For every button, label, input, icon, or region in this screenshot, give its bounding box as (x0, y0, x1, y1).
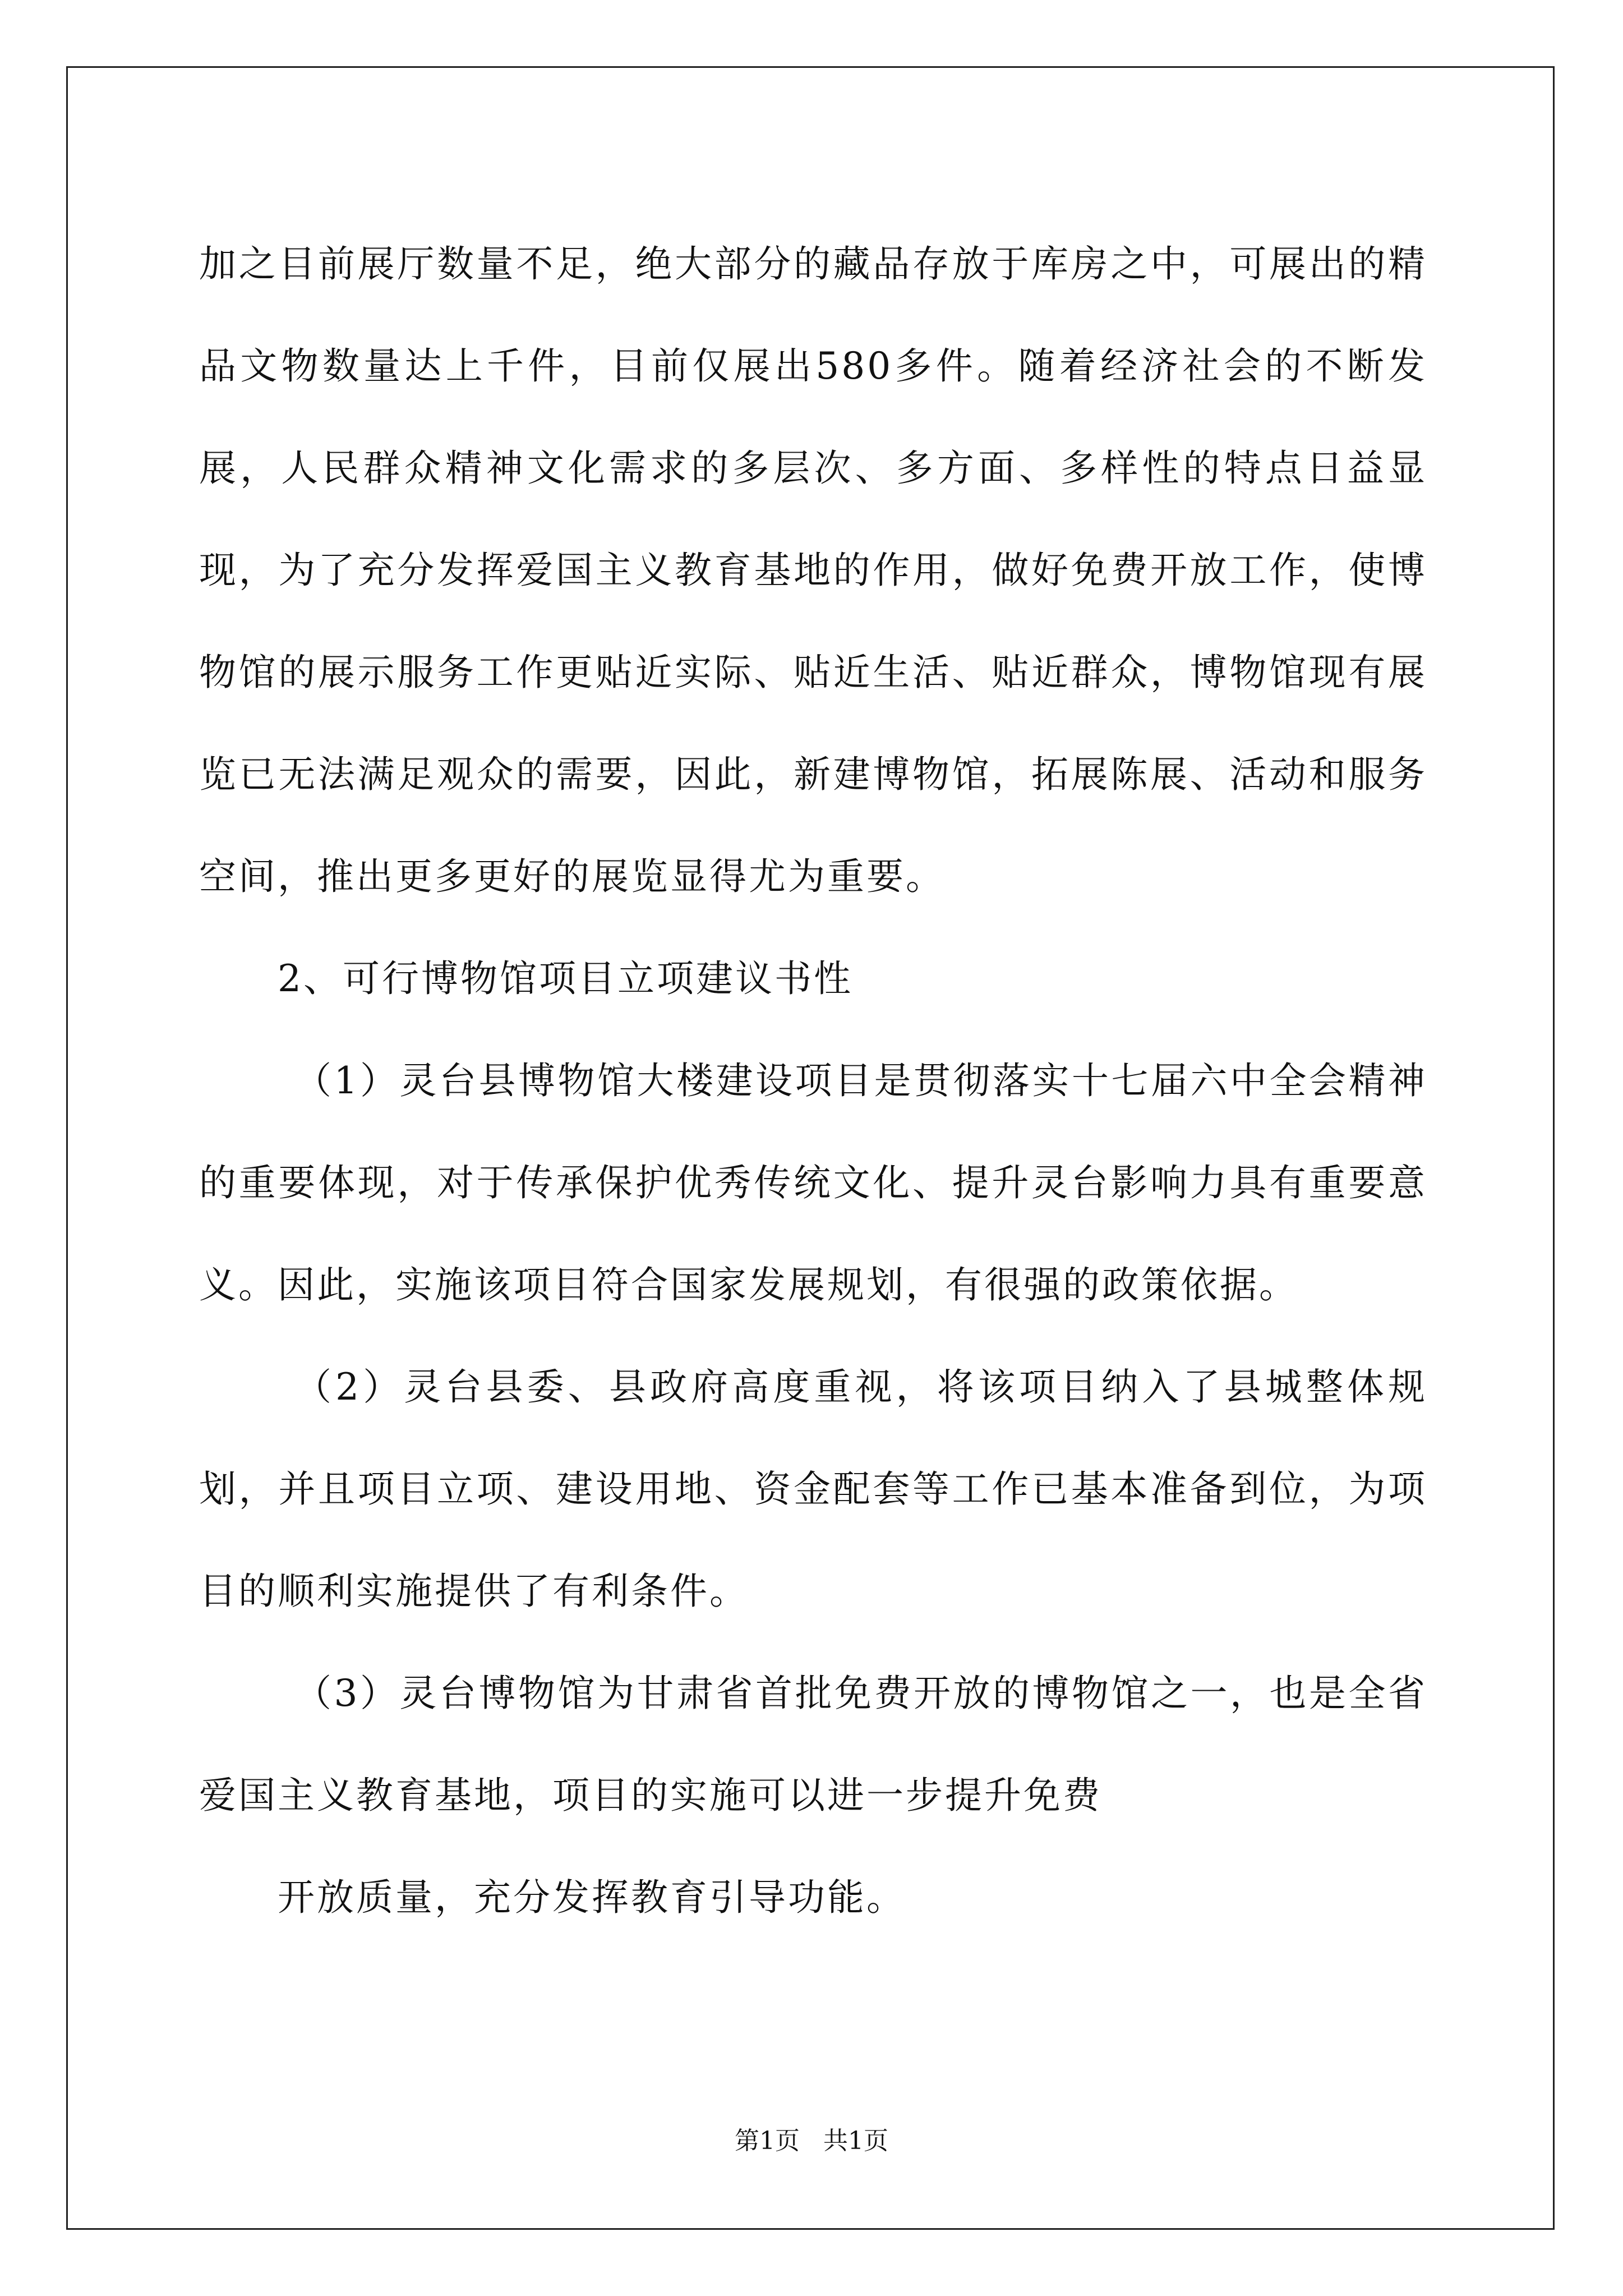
paragraph-exhibition-shortage: 加之目前展厅数量不足，绝大部分的藏品存放于库房之中，可展出的精品文物数量达上千件，目前仅展出580多件。随着经济社会的不断发展，人民群众精神文化需求的多层次、多方面、多样性的特点日益显现，为了充分发挥爱国主义教育基地的作用，做好免费开放工作，使博物馆的展示服务工作更贴近实际、贴近生活、贴近群众，博物馆现有展览已无法满足观众的需要，因此，新建博物馆，拓展陈展、活动和服务空间，推出更多更好的展览显得尤为重要。 (199, 242, 1427, 898)
page-number: 第1页 (735, 2127, 800, 2155)
paragraph-point-2: （2）灵台县委、县政府高度重视，将该项目纳入了县城整体规划，并且项目立项、建设用地、资金配套等工作已基本准备到位，为项目的顺利实施提供了有利条件。 (199, 1365, 1427, 1613)
paragraph-point-1: （1）灵台县博物馆大楼建设项目是贯彻落实十七届六中全会精神的重要体现，对于传承保护优秀传统文化、提升灵台影响力具有重要意义。因此，实施该项目符合国家发展规划，有很强的政策依据。 (199, 1059, 1427, 1306)
page-total: 共1页 (823, 2127, 888, 2155)
section-heading-feasibility: 2、可行博物馆项目立项建议书性 (278, 957, 853, 1000)
paragraph-continuation: 开放质量，充分发挥教育引导功能。 (278, 1876, 906, 1919)
page-footer (0, 2120, 1623, 2156)
paragraph-point-3: （3）灵台博物馆为甘肃省首批免费开放的博物馆之一，也是全省爱国主义教育基地，项目的实施可以进一步提升免费 (199, 1672, 1427, 1817)
document-body (199, 213, 1427, 1949)
